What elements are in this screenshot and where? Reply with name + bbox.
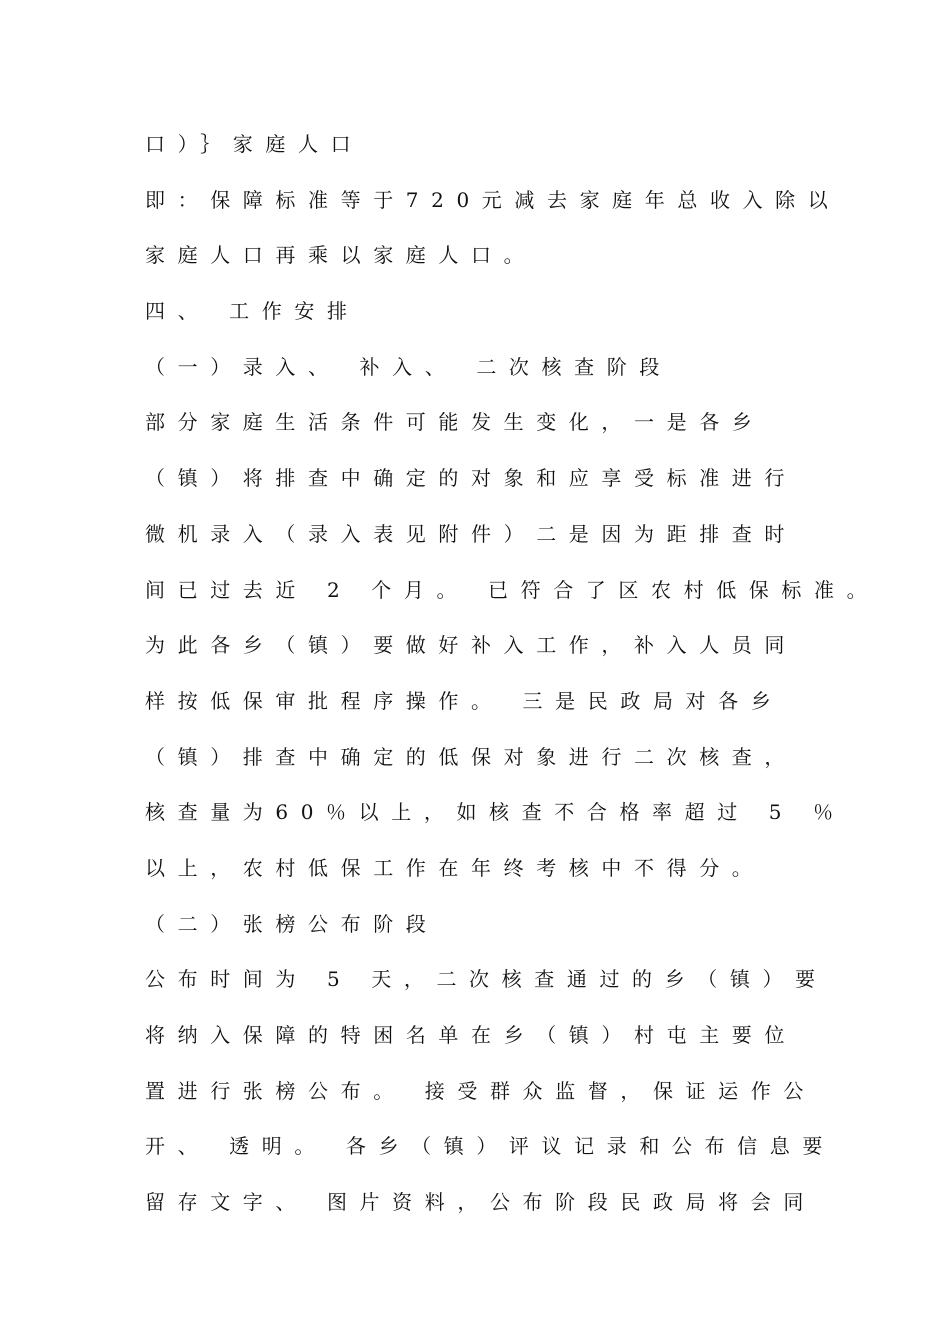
document-body — [145, 130, 880, 1244]
text-line: 微机录入（录入表见附件）二是因为距排查时 — [145, 521, 797, 546]
text-line: 为此各乡（镇）要做好补入工作，补入人员同 — [145, 633, 797, 658]
text-line: 以上，农村低保工作在年终考核中不得分。 — [145, 855, 765, 880]
text-line: （镇）将排查中确定的对象和应享受标准进行 — [145, 466, 797, 491]
text-line: 口）｝家庭人口 — [145, 132, 364, 156]
text-line: 即：保障标准等于720元减去家庭年总收入除以 — [145, 187, 841, 212]
text-line: 留存文字、 图片资料，公布阶段民政局将会同 — [145, 1190, 816, 1215]
text-line: 开、 透明。 各乡（镇）评议记录和公布信息要 — [145, 1134, 835, 1159]
text-line: 公布时间为 5 天，二次核查通过的乡（镇）要 — [145, 967, 828, 992]
subsection-heading: （一）录入、 补入、 二次核查阶段 — [145, 354, 672, 379]
text-line: 部分家庭生活条件可能发生变化，一是各乡 — [145, 410, 765, 435]
text-line: 核查量为60％以上，如核查不合格率超过 5 ％ — [145, 800, 846, 825]
subsection-heading: （二）张榜公布阶段 — [145, 911, 439, 936]
text-line: 间已过去近 2 个月。 已符合了区农村低保标准。 — [145, 577, 880, 602]
section-heading: 四、 工作安排 — [145, 299, 360, 324]
text-line: （镇）排查中确定的低保对象进行二次核查， — [145, 744, 797, 769]
text-line: 置进行张榜公布。 接受群众监督，保证运作公 — [145, 1078, 816, 1103]
text-line: 将纳入保障的特困名单在乡（镇）村屯主要位 — [145, 1023, 797, 1047]
text-line: 家庭人口再乘以家庭人口。 — [145, 243, 537, 268]
text-line: 样按低保审批程序操作。 三是民政局对各乡 — [145, 688, 784, 713]
